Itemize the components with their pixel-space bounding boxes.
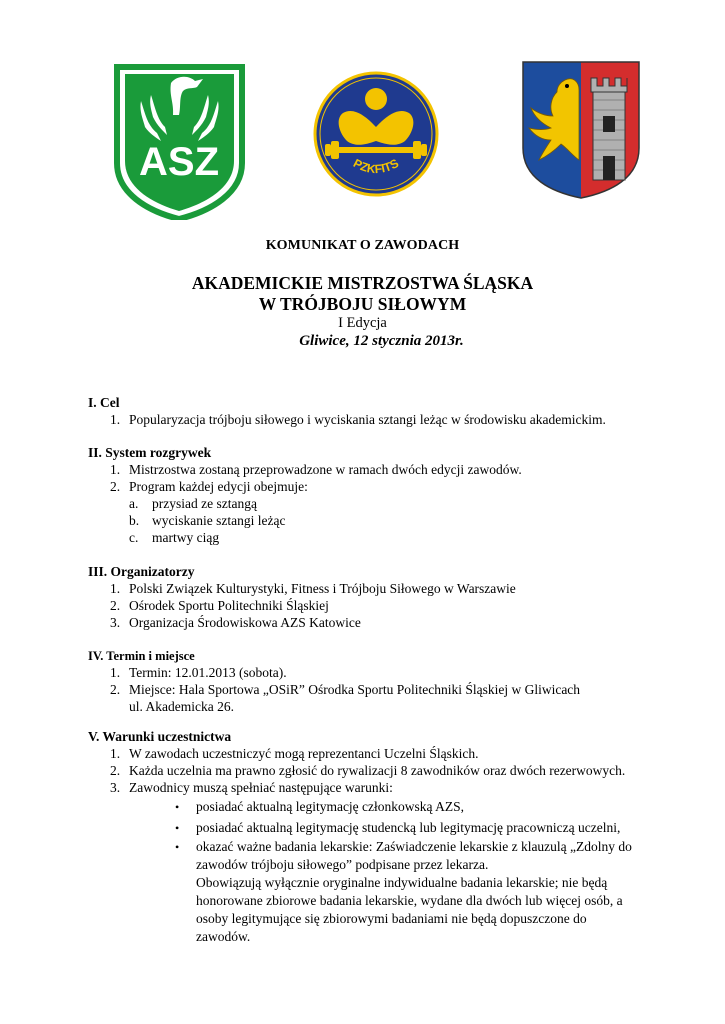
section-termin [88,648,688,715]
bullet-icon: • [175,800,180,814]
item-text: W zawodach uczestniczyć mogą reprezentanci Uczelni Śląskich. [129,746,479,761]
section-title: I. Cel [88,395,120,410]
item-text: wyciskanie sztangi leżąc [152,513,286,528]
document-header [0,238,725,351]
bullet-icon: • [175,821,180,835]
list-item-continuation: ul. Akademicka 26. [129,699,234,714]
item-text: Termin: 12.01.2013 (sobota). [129,665,287,680]
list-item [88,461,688,478]
item-text: Program każdej edycji obejmuje: [129,479,308,494]
item-number: 2. [110,479,121,494]
azs-letters [139,140,219,184]
azs-logo-text: ASZ [139,140,219,184]
item-text: Ośrodek Sportu Politechniki Śląskiej [129,598,329,613]
section-warunki [88,729,688,946]
item-number: 1. [110,581,121,596]
azs-logo [111,63,248,220]
item-text: Mistrzostwa zostaną przeprowadzone w ramach dwóch edycji zawodów. [129,462,522,477]
section-title: IV. Termin i miejsce [88,649,195,663]
item-number: 1. [110,665,121,680]
item-number: 2. [110,763,121,778]
coat-of-arms-logo [521,60,641,200]
item-letter: a. [129,496,139,511]
item-text: Polski Związek Kulturystyki, Fitness i Trójboju Siłowego w Warszawie [129,581,516,596]
section-title: V. Warunki uczestnictwa [88,729,232,744]
item-text: posiadać aktualną legitymację członkowską AZS, [196,799,465,814]
item-number: 1. [110,746,121,761]
item-text: Popularyzacja trójboju siłowego i wyciskania sztangi leżąc w środowisku akademickim. [129,412,606,427]
list-item [88,762,688,779]
paragraph-line: honorowane zbiorowe badania lekarskie, wydane dla dwóch lub więcej osób, a [196,893,623,908]
item-number: 1. [110,462,121,477]
item-number: 3. [110,615,121,630]
list-item [88,664,688,681]
bullet-continuation: zawodów trójboju siłowego” podpisane przez lekarza. [196,857,489,872]
sub-list-item [88,495,688,512]
item-text: Miejsce: Hala Sportowa „OSiR” Ośrodka Sportu Politechniki Śląskiej w Gliwicach [129,682,581,697]
section-system [88,445,688,546]
list-item [88,580,688,597]
item-number: 2. [110,598,121,613]
item-letter: b. [129,513,140,528]
bullet-icon: • [175,840,180,854]
komunikat-heading: KOMUNIKAT O ZAWODACH [265,238,460,253]
list-item [88,411,688,428]
paragraph-line: zawodów. [196,929,251,944]
section-title: II. System rozgrywek [88,445,212,460]
item-text: posiadać aktualną legitymację studencką lub legitymację pracowniczą uczelni, [196,820,621,835]
item-text: Każda uczelnia ma prawno zgłosić do rywalizacji 8 zawodników oraz dwóch rezerwowych. [129,763,626,778]
logos-row [0,60,725,220]
pzkfits-logo [313,71,439,197]
paragraph-line: Obowiązują wyłącznie oryginalne indywidualne badania lekarskie; nie będą [196,875,608,890]
item-text: martwy ciąg [152,530,220,545]
item-text: przysiad ze sztangą [152,496,257,511]
item-number: 1. [110,412,121,427]
main-title-line-2: W TRÓJBOJU SIŁOWYM [258,294,467,314]
list-item [88,779,688,796]
list-item [88,745,688,762]
event-date: Gliwice, 12 stycznia 2013r. [299,333,464,349]
paragraph-line: osoby legitymujące się zbiorowymi badaniami nie będą dopuszczone do [196,911,587,926]
item-text: okazać ważne badania lekarskie: Zaświadczenie lekarskie z klauzulą „Zdolny do [196,839,632,854]
section-cel [88,395,688,428]
list-item [88,597,688,614]
item-number: 2. [110,682,121,697]
edition-label: I Edycja [338,315,387,331]
section-organizatorzy [88,564,688,631]
sub-list-item [88,529,688,546]
pzkfits-logo-text: PZKFITS [350,156,402,177]
sub-list-item [88,512,688,529]
list-item [88,478,688,495]
item-text: Zawodnicy muszą spełniać następujące warunki: [129,780,393,795]
list-item [88,614,688,631]
item-number: 3. [110,780,121,795]
main-title-line-1: AKADEMICKIE MISTRZOSTWA ŚLĄSKA [191,273,534,293]
item-text: Organizacja Środowiskowa AZS Katowice [129,615,361,630]
tower-icon [591,78,627,180]
section-title: III. Organizatorzy [88,564,195,579]
bullet-item [88,819,688,837]
bullet-item [88,838,688,856]
bullet-item [88,798,688,816]
item-letter: c. [129,530,139,545]
list-item [88,681,688,698]
